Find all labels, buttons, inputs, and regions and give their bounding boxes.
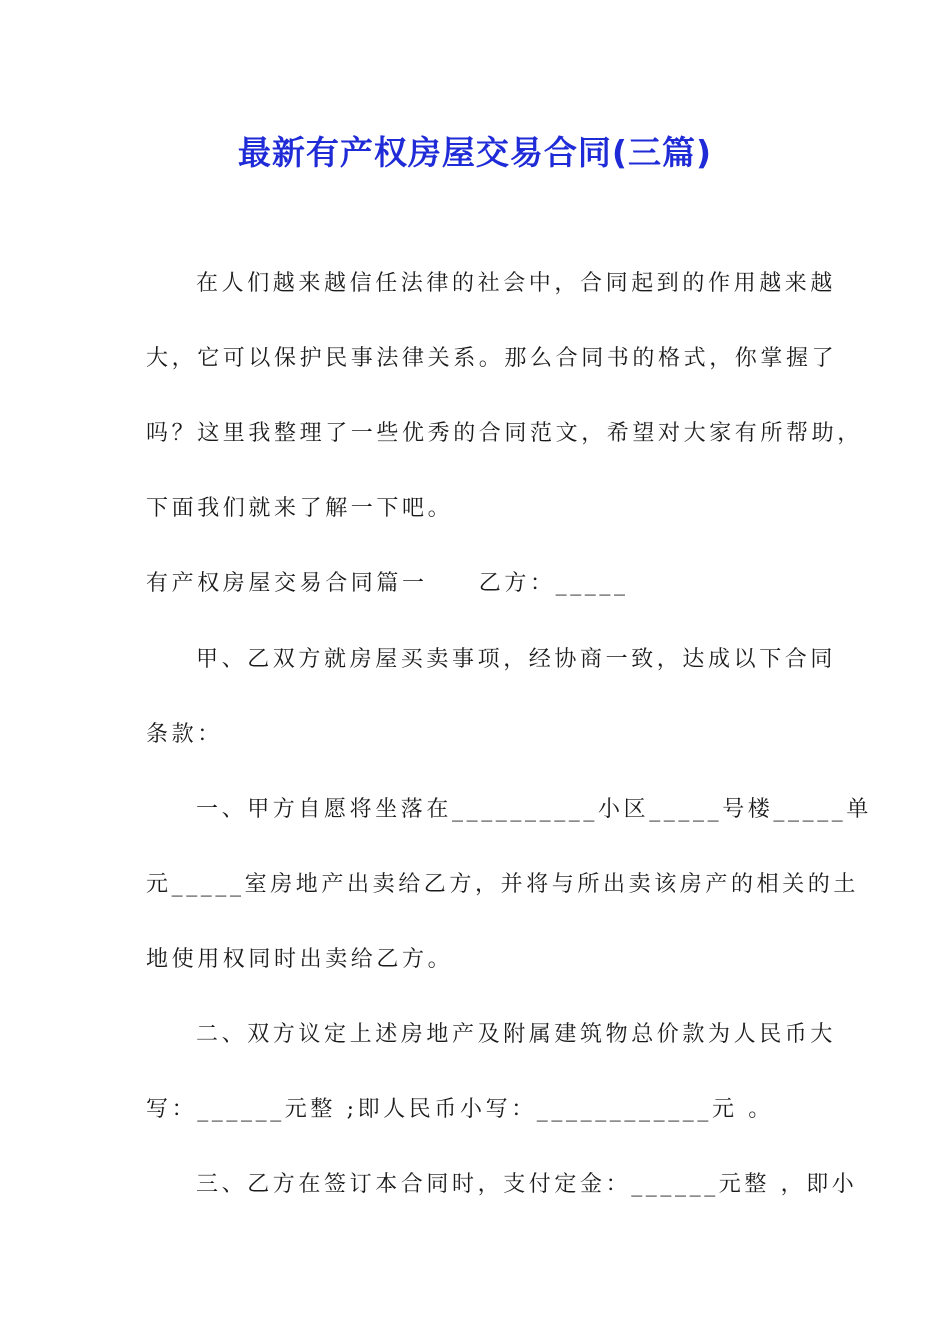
paragraph-line: 一、甲方自愿将坐落在__________小区_____号楼_____单 [196, 797, 873, 822]
section-heading: 有产权房屋交易合同篇一 乙方：_____ [146, 571, 629, 596]
paragraph-line: 元_____室房地产出卖给乙方，并将与所出卖该房产的相关的土 [146, 872, 860, 897]
paragraph-line: 甲、乙双方就房屋买卖事项，经协商一致，达成以下合同 [196, 647, 837, 672]
paragraph-line: 吗？这里我整理了一些优秀的合同范文，希望对大家有所帮助， [146, 421, 863, 446]
paragraph-line: 下面我们就来了解一下吧。 [146, 496, 454, 521]
paragraph-line: 地使用权同时出卖给乙方。 [146, 947, 454, 972]
paragraph-line: 大，它可以保护民事法律关系。那么合同书的格式，你掌握了 [146, 346, 838, 371]
paragraph-line: 在人们越来越信任法律的社会中，合同起到的作用越来越 [196, 271, 837, 296]
paragraph-line: 写：______元整 ;即人民币小写：____________元 。 [146, 1097, 774, 1122]
paragraph-line: 条款： [146, 722, 223, 747]
paragraph-line: 三、乙方在签订本合同时，支付定金：______元整 ，即小 [196, 1172, 858, 1197]
document-title: 最新有产权房屋交易合同(三篇) [237, 133, 713, 172]
paragraph-line: 二、双方议定上述房地产及附属建筑物总价款为人民币大 [196, 1022, 837, 1047]
